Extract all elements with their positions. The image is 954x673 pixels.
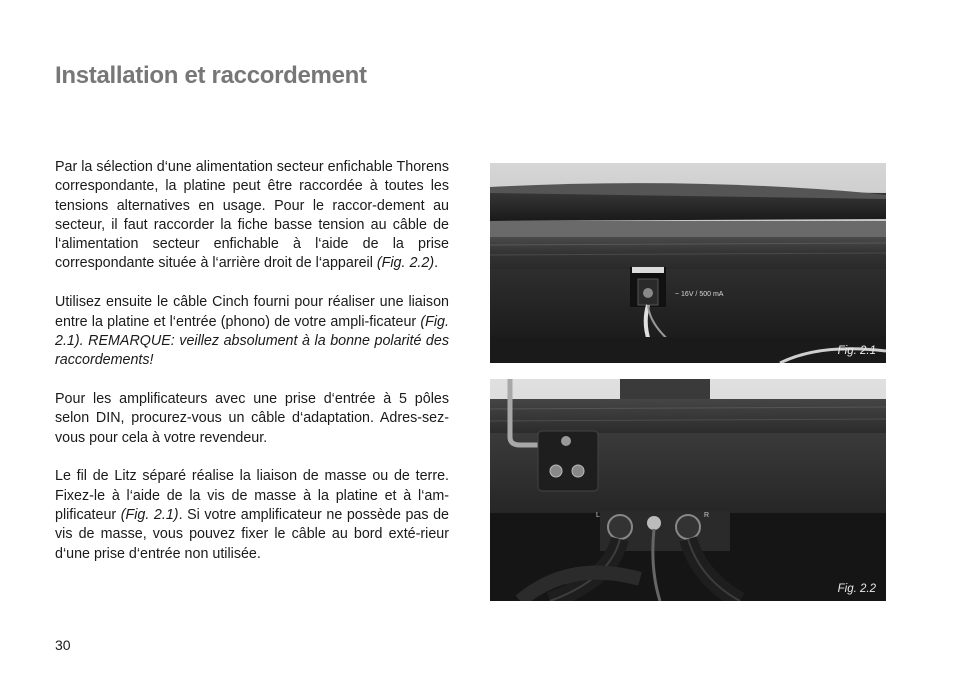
channel-label-left: L bbox=[596, 512, 600, 519]
figure-caption: Fig. 2.2 bbox=[837, 583, 876, 595]
figure-2-1-photo bbox=[490, 163, 886, 363]
figure-2-2 bbox=[490, 379, 886, 601]
figure-caption: Fig. 2.1 bbox=[837, 345, 876, 357]
body-text bbox=[55, 158, 449, 583]
paragraph-text: Pour les amplificateurs avec une prise d‘entrée à 5 pôles selon DIN, procurez-vous un câble d‘adaptation. Adres-sez-vous pour cela à votre revendeur. bbox=[55, 390, 449, 446]
page-number: 30 bbox=[55, 637, 71, 653]
paragraph-cinch bbox=[55, 293, 449, 370]
figure-reference: (Fig. 2.1) bbox=[55, 313, 449, 349]
paragraph-text: Utilisez ensuite le câble Cinch fourni pour réaliser une liaison entre la platine et l‘entrée (phono) de votre ampli-ficateur bbox=[55, 294, 449, 330]
paragraph-power bbox=[55, 158, 449, 274]
figure-reference: (Fig. 2.2) bbox=[376, 255, 435, 272]
paragraph-din bbox=[55, 390, 449, 448]
socket-label: ~ 16V / 500 mA bbox=[675, 291, 724, 298]
paragraph-tail: . Si votre amplificateur ne possède pas de vis de masse, vous pouvez fixer le câble au bord exté-rieur d‘une prise d‘entrée non utilisée. bbox=[55, 506, 450, 562]
figure-2-2-photo bbox=[490, 379, 886, 601]
paragraph-tail: . bbox=[434, 255, 439, 272]
channel-label-right: R bbox=[704, 512, 710, 519]
paragraph-text: Par la sélection d‘une alimentation secteur enfichable Thorens correspondante, la platine peut être raccordée à toutes les tensions alternatives en usage. Pour le raccor-dement au secteur, il faut raccorder la fiche basse tension au câble de l‘alimentation secteur enfichable à l‘aide de la prise correspondante située à l‘arrière droit de l‘appareil bbox=[55, 159, 449, 272]
paragraph-remark: . REMARQUE: veillez absolument à la bonne polarité des raccordements! bbox=[55, 332, 449, 369]
paragraph-ground bbox=[55, 467, 449, 563]
page-title: Installation et raccordement bbox=[55, 62, 367, 89]
figure-reference: (Fig. 2.1) bbox=[120, 506, 179, 523]
paragraph-text: Le fil de Litz séparé réalise la liaison de masse ou de terre. Fixez-le à l‘aide de la vis de masse à la platine et à l‘am-plificateur bbox=[55, 468, 449, 523]
figure-2-1 bbox=[490, 163, 886, 363]
